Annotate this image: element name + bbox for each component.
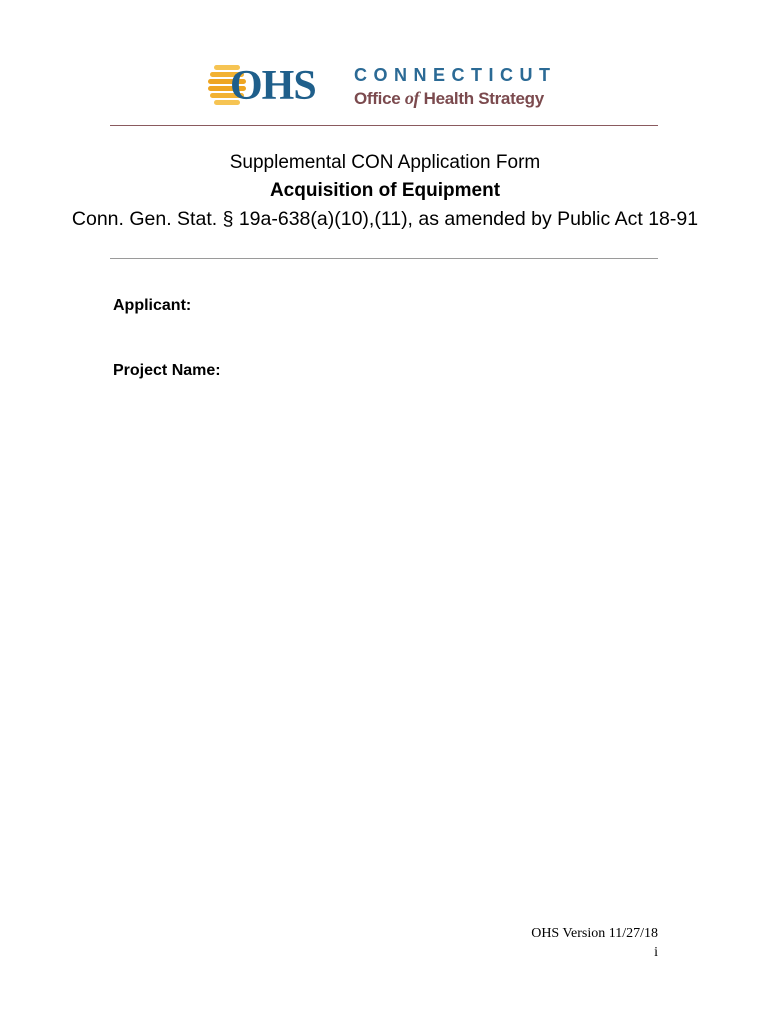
header-divider [110, 125, 658, 126]
logo-abbreviation: OHS [230, 63, 316, 109]
ohs-logo [208, 62, 568, 114]
logo-office-pre: Office [354, 89, 405, 108]
logo-office-of: of [404, 88, 420, 108]
applicant-label: Applicant: [113, 297, 192, 314]
logo-office-post: Health Strategy [419, 89, 544, 108]
page-number: i [654, 945, 658, 960]
project-name-label: Project Name: [113, 362, 221, 379]
title-divider [110, 258, 658, 259]
version-footer: OHS Version 11/27/18 [531, 926, 658, 941]
logo-state-name: CONNECTICUT [354, 65, 557, 85]
statute-reference: Conn. Gen. Stat. § 19a-638(a)(10),(11), as amended by Public Act 18-91 [71, 208, 699, 230]
form-subtitle: Acquisition of Equipment [269, 180, 501, 201]
form-title: Supplemental CON Application Form [229, 152, 541, 173]
logo-office-name [354, 87, 544, 110]
